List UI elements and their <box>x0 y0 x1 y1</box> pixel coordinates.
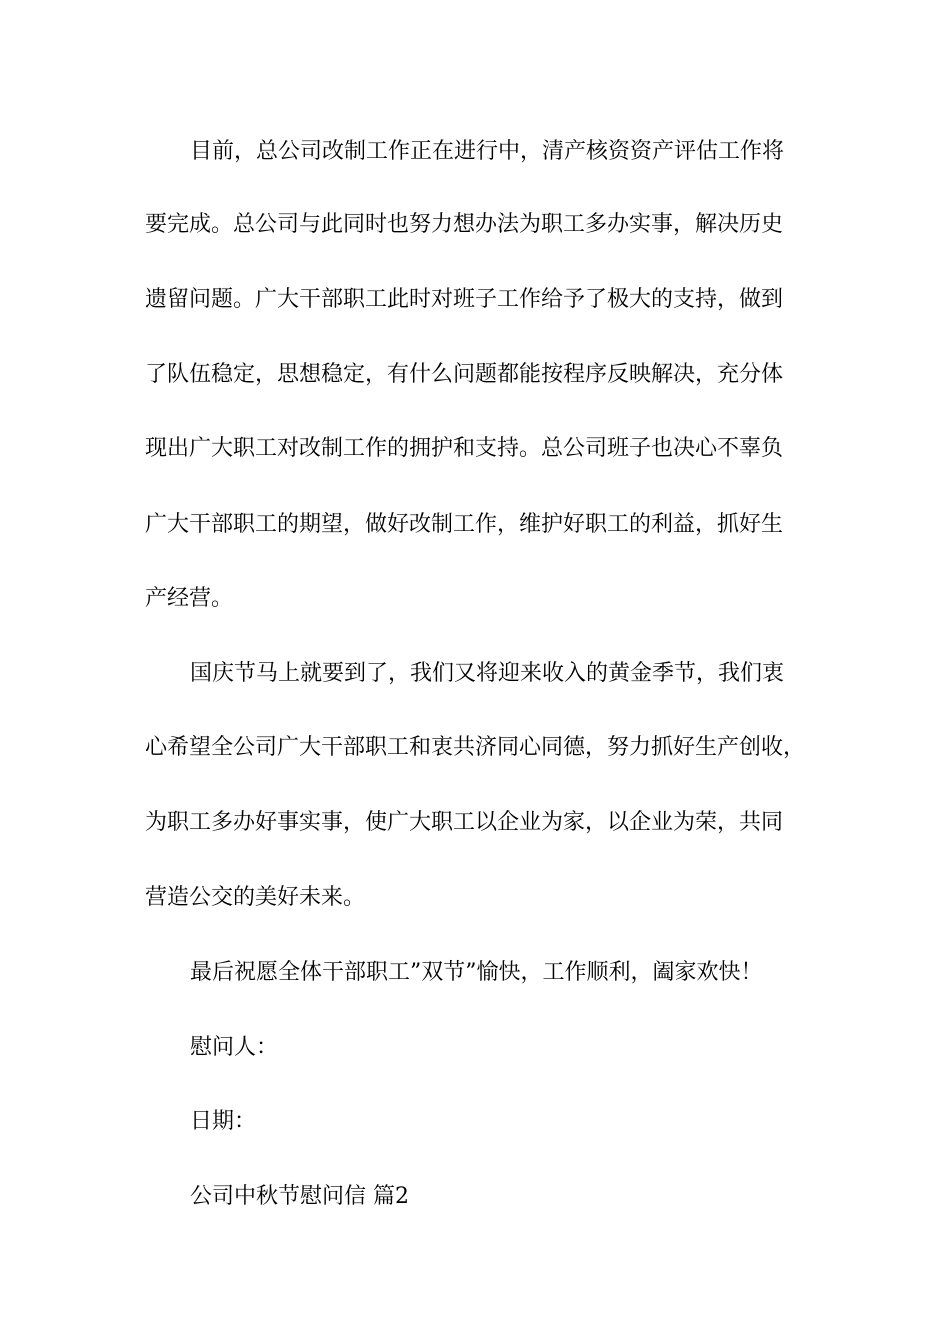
paragraph-1-line-3: 遗留问题。广大干部职工此时对班子工作给予了极大的支持，做到 <box>145 287 784 312</box>
paragraph-1-line-2: 要完成。总公司与此同时也努力想办法为职工多办实事，解决历史 <box>145 212 784 237</box>
date-label: 日期： <box>190 1109 257 1134</box>
paragraph-2-line-2: 心希望全公司广大干部职工和衷共济同心同德，努力抓好生产创收， <box>145 735 806 760</box>
paragraph-2-line-1: 国庆节马上就要到了，我们又将迎来收入的黄金季节，我们衷 <box>190 661 785 686</box>
paragraph-1-line-4: 了队伍稳定，思想稳定，有什么问题都能按程序反映解决，充分体 <box>145 362 784 387</box>
paragraph-2-line-4: 营造公交的美好未来。 <box>145 885 366 910</box>
paragraph-1-line-7: 产经营。 <box>145 586 234 611</box>
paragraph-1-line-6: 广大干部职工的期望，做好改制工作，维护好职工的利益，抓好生 <box>145 512 784 537</box>
paragraph-1-line-1: 目前，总公司改制工作正在进行中，清产核资资产评估工作将 <box>190 139 785 164</box>
next-section-title: 公司中秋节慰问信 篇2 <box>190 1184 409 1209</box>
paragraph-1-line-5: 现出广大职工对改制工作的拥护和支持。总公司班子也决心不辜负 <box>145 436 784 461</box>
paragraph-2-line-3: 为职工多办好事实事，使广大职工以企业为家，以企业为荣，共同 <box>145 810 784 835</box>
sender-label: 慰问人： <box>190 1035 279 1060</box>
closing-wish: 最后祝愿全体干部职工”双节”愉快，工作顺利，阖家欢快！ <box>190 960 763 985</box>
